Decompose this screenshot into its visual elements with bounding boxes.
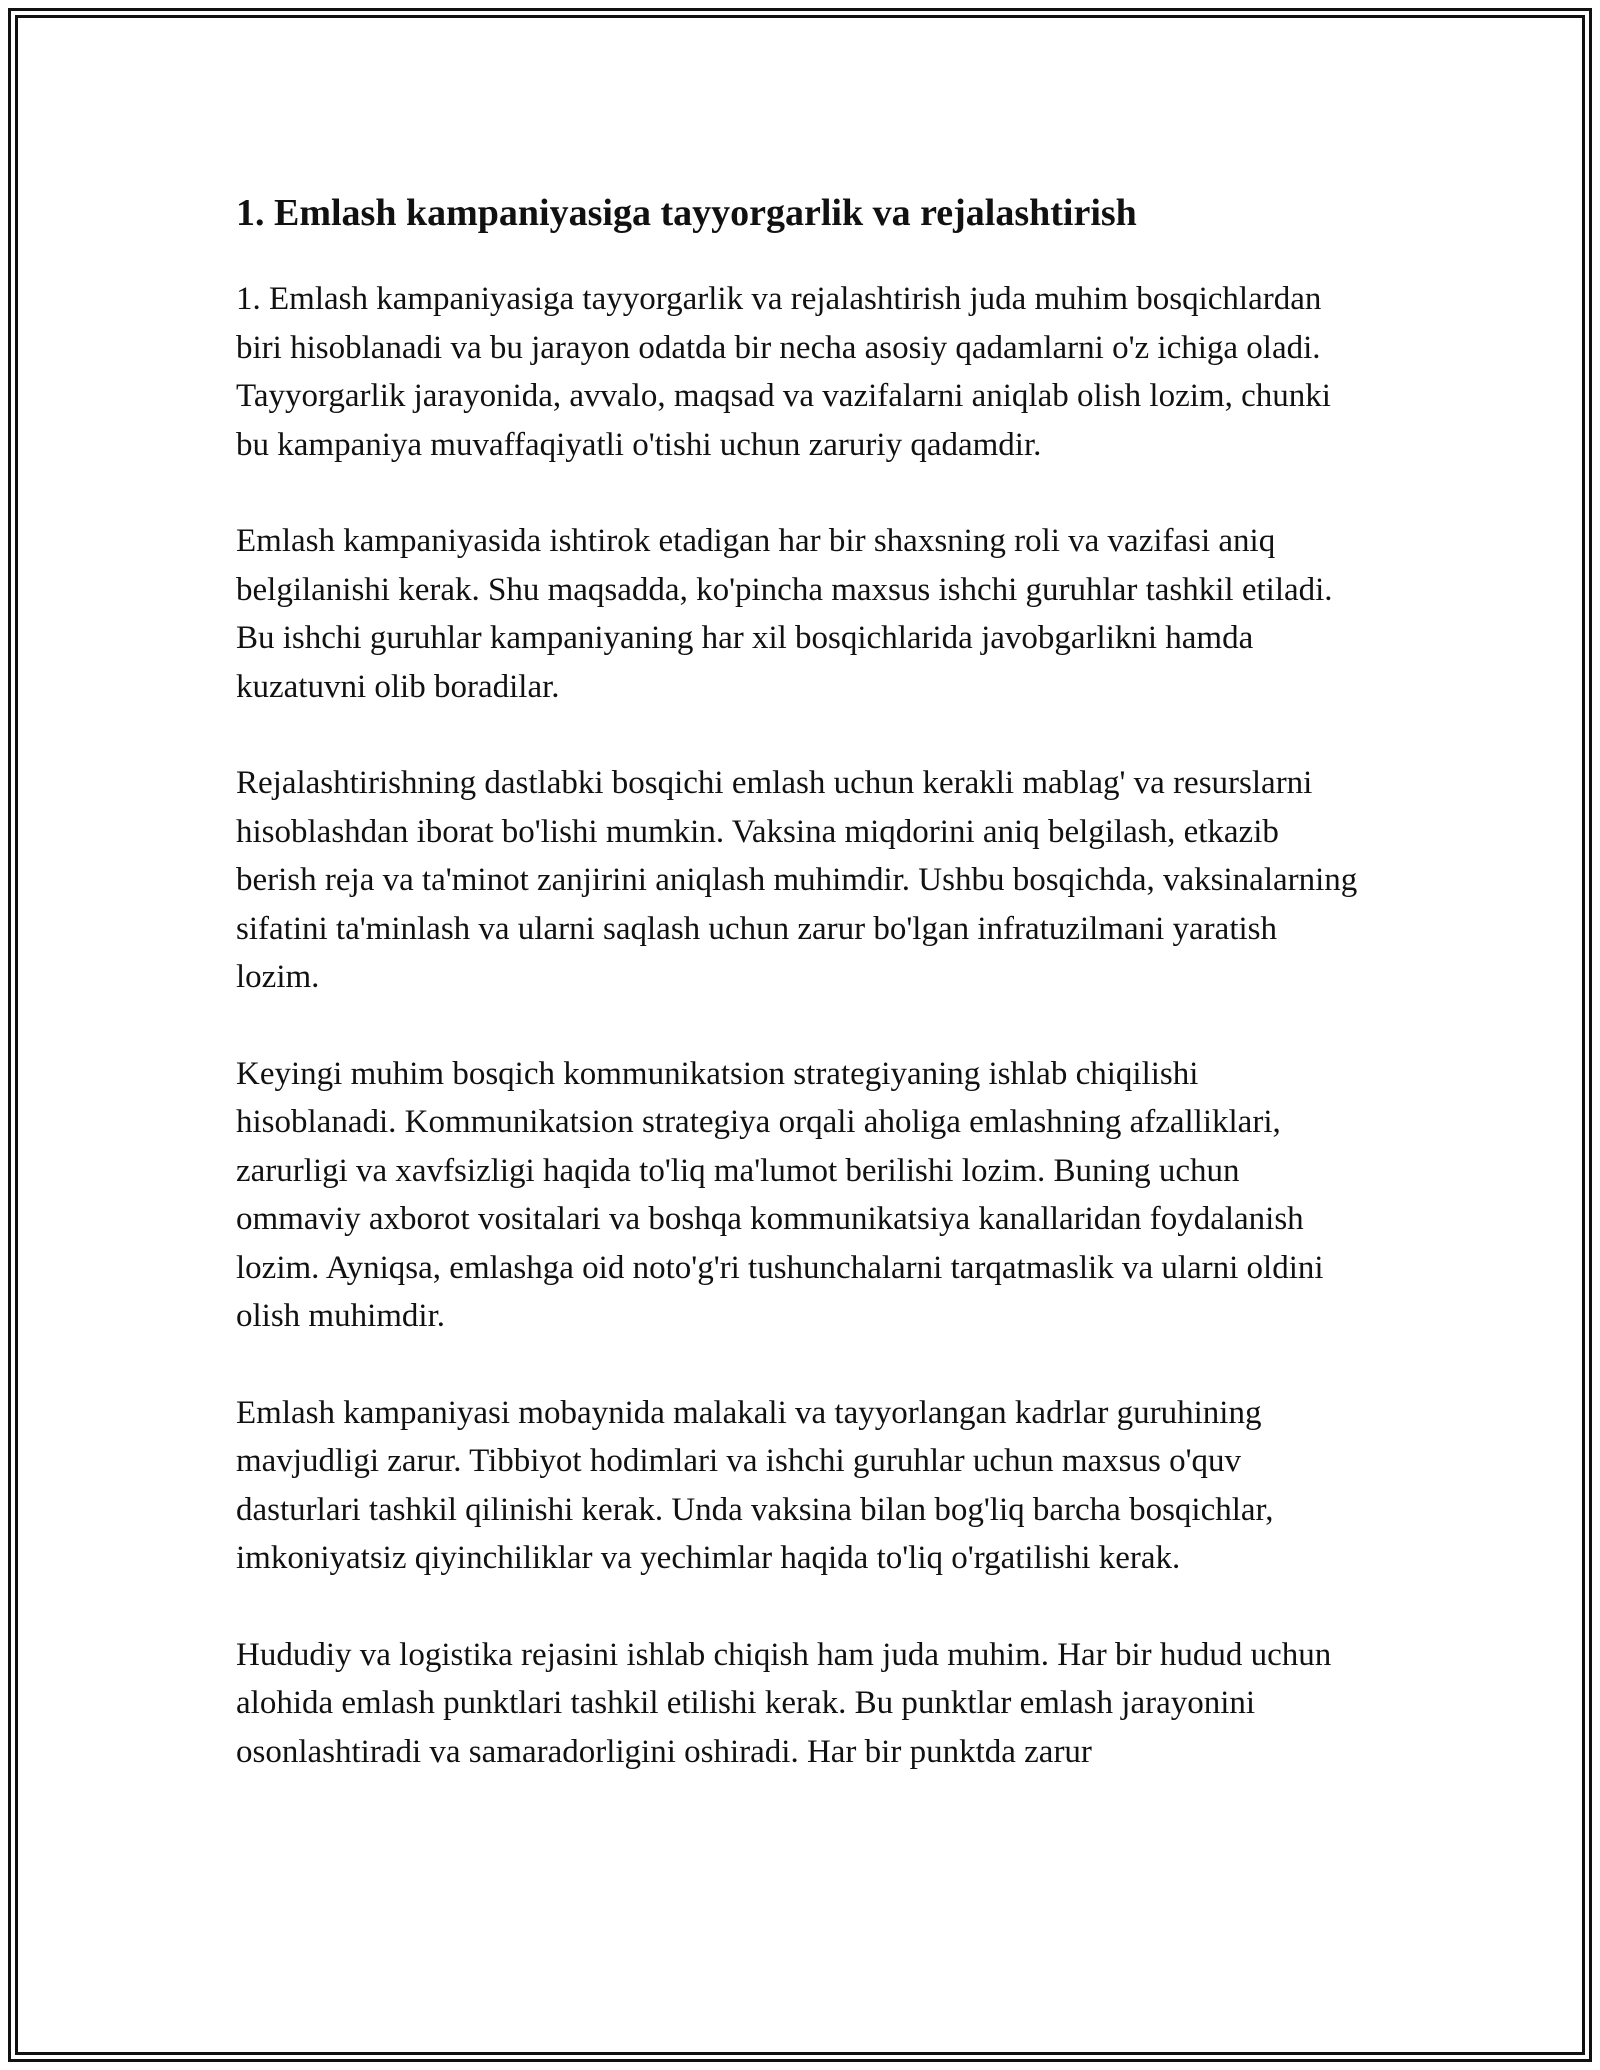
paragraph-5: Emlash kampaniyasi mobaynida malakali va tayyorlangan kadrlar guruhining mavjudligi zarur. Tibbiyot hodimlari va ishchi guruhlar uchun maxsus o'quv dasturlari tashkil qilinishi kerak. Unda vaksina bilan bog'liq barcha bosqichlar, imkoniyatsiz qiyinchiliklar va yechimlar haqida to'liq o'rgatilishi kerak.	[236, 1394, 1274, 1576]
paragraph-1: 1. Emlash kampaniyasiga tayyorgarlik va rejalashtirish juda muhim bosqichlardan biri hisoblanadi va bu jarayon odatda bir necha asosiy qadamlarni o'z ichiga oladi. Tayyorgarlik jarayonida, avvalo, maqsad va vazifalarni aniqlab olish lozim, chunki bu kampaniya muvaffaqiyatli o'tishi uchun zaruriy qadamdir.	[236, 281, 1331, 463]
paragraph-6: Hududiy va logistika rejasini ishlab chiqish ham juda muhim. Har bir hudud uchun alohida emlash punktlari tashkil etilishi kerak. Bu punktlar emlash jarayonini osonlashtiradi va samaradorligini oshiradi. Har bir punktda zarur	[236, 1636, 1332, 1770]
paragraph-2: Emlash kampaniyasida ishtirok etadigan har bir shaxsning roli va vazifasi aniq belgilanishi kerak. Shu maqsadda, ko'pincha maxsus ishchi guruhlar tashkil etiladi. Bu ishchi guruhlar kampaniyaning har xil bosqichlarida javobgarlikni hamda kuzatuvni olib boradilar.	[236, 523, 1333, 705]
paragraph-4: Keyingi muhim bosqich kommunikatsion strategiyaning ishlab chiqilishi hisoblanadi. Kommunikatsion strategiya orqali aholiga emlashning afzalliklari, zarurligi va xavfsizligi haqida to'liq ma'lumot berilishi lozim. Buning uchun ommaviy axborot vositalari va boshqa kommunikatsiya kanallaridan foydalanish lozim. Ayniqsa, emlashga oid noto'g'ri tushunchalarni tarqatmaslik va ularni oldini olish muhimdir.	[236, 1055, 1324, 1334]
document-body	[236, 185, 1366, 1824]
paragraph-3: Rejalashtirishning dastlabki bosqichi emlash uchun kerakli mablag' va resurslarni hisoblashdan iborat bo'lishi mumkin. Vaksina miqdorini aniq belgilash, etkazib berish reja va ta'minot zanjirini aniqlash muhimdir. Ushbu bosqichda, vaksinalarning sifatini ta'minlash va ularni saqlash uchun zarur bo'lgan infratuzilmani yaratish lozim.	[236, 765, 1358, 995]
section-heading: 1. Emlash kampaniyasiga tayyorgarlik va rejalashtirish	[236, 192, 1137, 234]
